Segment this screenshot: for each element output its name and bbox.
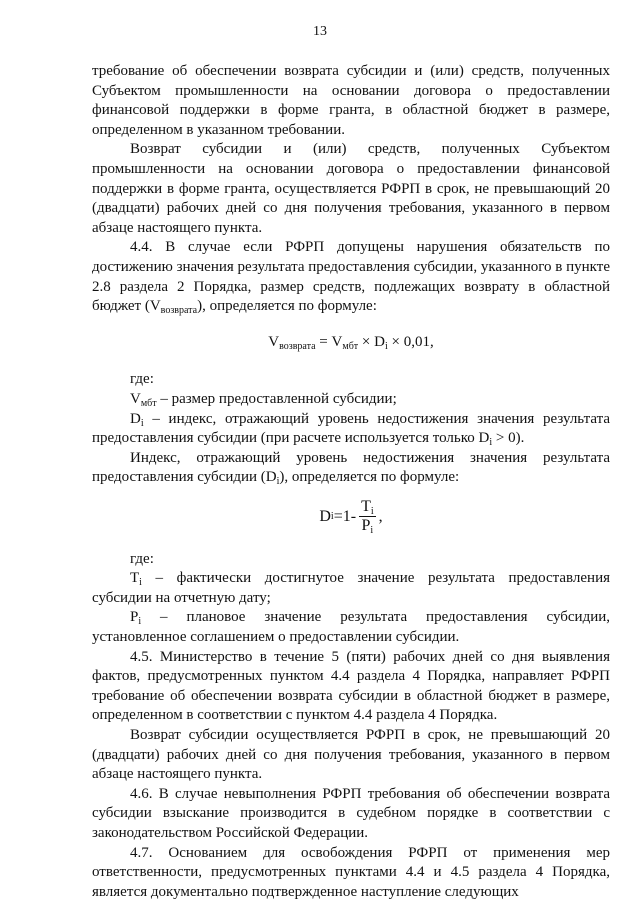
formula2-numerator: [359, 498, 376, 517]
where-label-2: где:: [130, 550, 154, 567]
formula-index: D i =1- $\frac{T_i}{P_i}$ ,: [319, 497, 383, 537]
formula2-mid: =1-: [333, 507, 357, 525]
def-t-sub: i: [139, 577, 142, 589]
paragraph-index-tail: ), определяется по формуле:: [279, 469, 460, 486]
definition-p-i: [92, 608, 610, 647]
formula-v-mbt: V: [331, 333, 343, 350]
formula2-p: P: [361, 517, 371, 535]
formula-refund-amount: [92, 333, 610, 353]
paragraph-4-4-text: 4.4. В случае если РФРП допущены нарушения обязательств по достижению значения результата предоставления субсидии, указанного в пункте 2.8 раздела 2 Порядка, размер средств, подлежащих возврату в областной бюджет (V: [92, 239, 610, 315]
def-d-sub-2: i: [489, 437, 493, 449]
def-t-text: – фактически достигнутое значение результата предоставления субсидии на отчетную дату;: [92, 570, 610, 606]
definition-t-i: [92, 569, 610, 608]
formula-d-sub: i: [384, 340, 388, 352]
page-number: 13: [313, 24, 327, 39]
paragraph-refund-term: Возврат субсидии и (или) средств, полученных Субъектом промышленности на основании договора о предоставлении финансовой поддержки в форме гранта, осуществляется РФРП в срок, не превышающий 20 (двадцати) рабочих дней со дня получения требования, указанного в первом абзаце настоящего пункта.: [92, 141, 610, 236]
formula-tail: × 0,01,: [387, 333, 434, 350]
definition-v-mbt: [92, 390, 610, 410]
formula-v-refund-sub: возврата: [279, 340, 316, 352]
formula2-t-sub: i: [370, 505, 374, 517]
paragraph-4-6: 4.6. В случае невыполнения РФРП требования об обеспечении возврата субсидии взыскание производится в судебном порядке в соответствии с законодательством Российской Федерации.: [92, 785, 610, 841]
definition-d-i: [92, 410, 610, 449]
formula2-denominator: [360, 517, 376, 535]
def-d-symbol: D: [130, 410, 141, 427]
def-v-sub: мбт: [140, 397, 157, 409]
def-p-symbol: P: [130, 609, 139, 626]
def-d-sub: i: [140, 417, 144, 429]
formula-v-mbt-sub: мбт: [342, 340, 359, 352]
formula-times: ×: [358, 333, 375, 350]
paragraph-4-4-tail: ), определяется по формуле:: [197, 298, 377, 315]
formula-d: D: [374, 333, 385, 350]
paragraph-4-4: [92, 238, 610, 316]
def-p-sub: i: [138, 616, 142, 628]
def-t-symbol: T: [130, 570, 140, 587]
def-d-tail: > 0).: [492, 430, 525, 447]
formula2-fraction: [359, 498, 376, 536]
formula2-p-sub: i: [370, 525, 374, 537]
formula2-d: D: [319, 507, 331, 525]
paragraph-4-4-subscript: возврата: [160, 305, 198, 317]
def-d-text: – индекс, отражающий уровень недостижения значения результата предоставления субсидии (при расчете используется только D: [92, 410, 610, 447]
def-p-text: – плановое значение результата предоставления субсидии, установленное соглашением о предоставлении субсидии.: [92, 609, 610, 646]
where-label: где:: [130, 371, 154, 388]
paragraph-index: [92, 449, 610, 488]
def-v-text: – размер предоставленной субсидии;: [156, 390, 397, 407]
def-v-symbol: V: [130, 390, 141, 407]
formula-v-refund: V: [268, 333, 280, 350]
paragraph-4-7: 4.7. Основанием для освобождения РФРП от применения мер ответственности, предусмотренных пунктами 4.4 и 4.5 раздела 4 Порядка, является документально подтвержденное наступление следующих: [92, 844, 610, 900]
formula2-t: T: [361, 497, 371, 515]
formula2-tail: ,: [378, 507, 383, 525]
paragraph-index-text: Индекс, отражающий уровень недостижения значения результата предоставления субсидии (D: [92, 449, 610, 486]
document-body: [92, 62, 610, 902]
paragraph-4-5: 4.5. Министерство в течение 5 (пяти) рабочих дней со дня выявления фактов, предусмотренных пунктом 4.4 раздела 4 Порядка, направляет РФРП требование об обеспечении возврата субсидии в областной бюджет в размере, определенном в соответствии с пунктом 4.4 раздела 4 Порядка.: [92, 648, 610, 724]
formula-equals: =: [315, 333, 332, 350]
paragraph-index-sub: i: [276, 476, 280, 488]
paragraph-refund-term-2: Возврат субсидии осуществляется РФРП в срок, не превышающий 20 (двадцати) рабочих дней со дня получения требования, указанного в первом абзаце настоящего пункта.: [92, 727, 610, 783]
paragraph-continuation: требование об обеспечении возврата субсидии и (или) средств, полученных Субъектом промышленности на основании договора о предоставлении финансовой поддержки в форме гранта, в областной бюджет в размере, определенном в указанном требовании.: [92, 63, 610, 138]
